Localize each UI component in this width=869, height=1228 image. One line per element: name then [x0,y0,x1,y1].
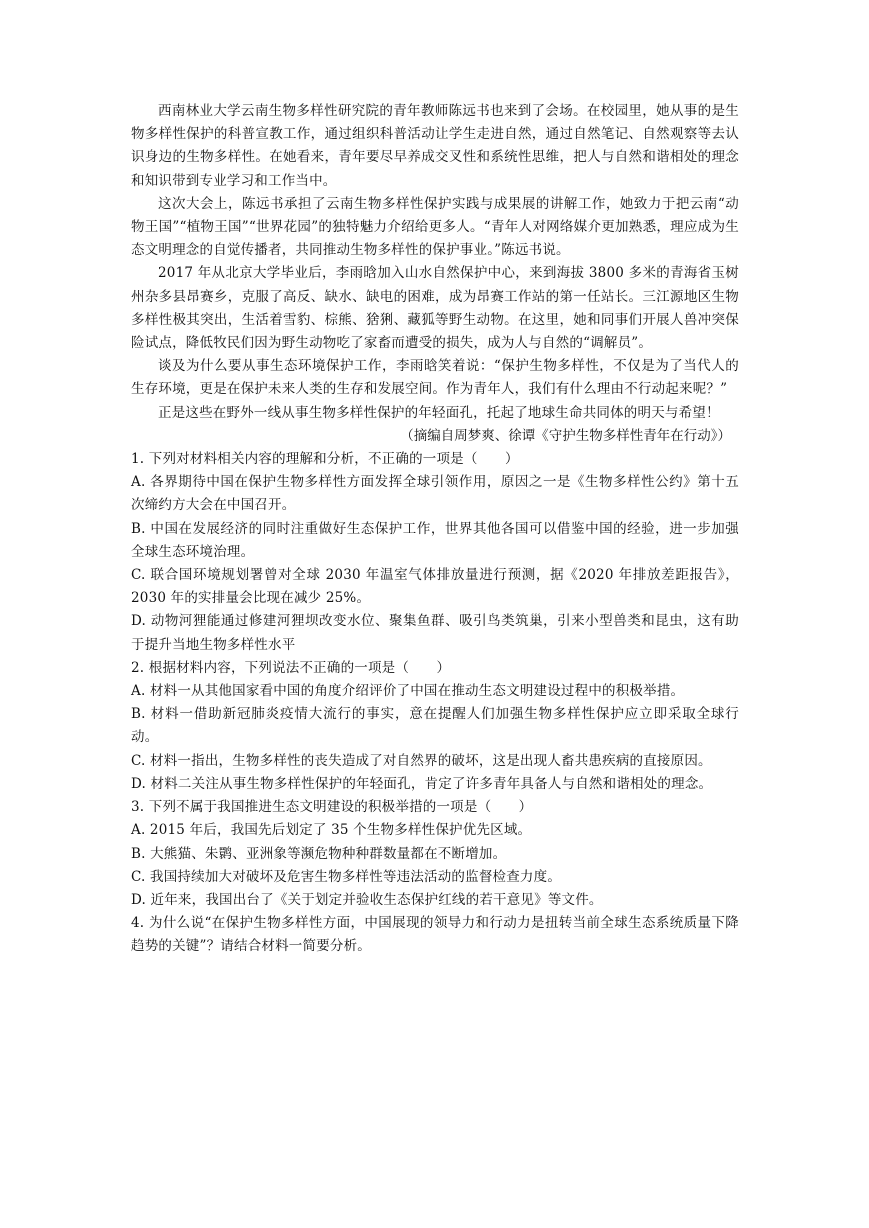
question-1 [131,448,739,657]
question-list [131,448,739,958]
reading-passage [131,100,739,448]
option-a: A. 2015 年后，我国先后划定了 35 个生物多样性保护优先区域。 [131,822,532,839]
passage-paragraph: 西南林业大学云南生物多样性研究院的青年教师陈远书也来到了会场。在校园里，她从事的是生物多样性保护的科普宣教工作，通过组织科普活动让学生走进自然，通过自然笔记、自然观察等去认识身边的生物多样性。在她看来，青年要尽早养成交叉性和系统性思维，把人与自然和谐相处的理念和知识带到专业学习和工作当中。 [131,103,739,189]
option-c: C. 我国持续加大对破坏及危害生物多样性等违法活动的监督检查力度。 [131,868,562,885]
question-3 [131,796,739,912]
question-2 [131,657,739,796]
passage-paragraph: 正是这些在野外一线从事生物多样性保护的年轻面孔，托起了地球生命共同体的明天与希望！ [158,404,720,421]
option-d: D. 动物河狸能通过修建河狸坝改变水位、聚集鱼群、吸引鸟类筑巢，引来小型兽类和昆虫，这有助于提升当地生物多样性水平 [131,613,739,653]
option-b: B. 大熊猫、朱鹮、亚洲象等濒危物种种群数量都在不断增加。 [131,845,507,862]
passage-paragraph: 谈及为什么要从事生态环境保护工作，李雨晗笑着说：“保护生物多样性，不仅是为了当代人的生存环境，更是在保护未来人类的生存和发展空间。作为青年人，我们有什么理由不行动起来呢？” [131,358,739,398]
option-c: C. 联合国环境规划署曾对全球 2030 年温室气体排放量进行预测，据《2020 年排放差距报告》，2030 年的实排量会比现在减少 25%。 [131,567,739,607]
question-4 [131,912,739,958]
passage-source: （摘编自周梦爽、徐谭《守护生物多样性青年在行动》） [400,427,731,444]
question-stem: 2. 根据材料内容，下列说法不正确的一项是（ ） [131,659,451,676]
option-d: D. 材料二关注从事生物多样性保护的年轻面孔，肯定了许多青年具备人与自然和谐相处的理念。 [131,775,713,792]
option-b: B. 中国在发展经济的同时注重做好生态保护工作，世界其他各国可以借鉴中国的经验，进一步加强全球生态环境治理。 [131,520,739,560]
passage-paragraph: 2017 年从北京大学毕业后，李雨晗加入山水自然保护中心，来到海拔 3800 多米的青海省玉树州杂多县昂赛乡，克服了高反、缺水、缺电的困难，成为昂赛工作站的第一任站长。三江源地区生物多样性极其突出，生活着雪豹、棕熊、猞猁、藏狐等野生动物。在这里，她和同事们开展人兽冲突保险试点，降低牧民们因为野生动物吃了家畜而遭受的损失，成为人与自然的“调解员”。 [131,265,739,352]
option-a: A. 材料一从其他国家看中国的角度介绍评价了中国在推动生态文明建设过程中的积极举措。 [131,683,685,700]
question-stem: 3. 下列不属于我国推进生态文明建设的积极举措的一项是（ ） [131,799,533,816]
option-c: C. 材料一指出，生物多样性的丧失造成了对自然界的破坏，这是出现人畜共患疾病的直接原因。 [131,752,712,769]
option-d: D. 近年来，我国出台了《关于划定并验收生态保护红线的若干意见》等文件。 [131,891,603,908]
option-b: B. 材料一借助新冠肺炎疫情大流行的事实，意在提醒人们加强生物多样性保护应立即采取全球行动。 [131,706,739,746]
option-a: A. 各界期待中国在保护生物多样性方面发挥全球引领作用，原因之一是《生物多样性公约》第十五次缔约方大会在中国召开。 [131,474,739,514]
exam-page [131,100,739,959]
passage-paragraph: 这次大会上，陈远书承担了云南生物多样性保护实践与成果展的讲解工作，她致力于把云南“动物王国”“植物王国”“世界花园”的独特魅力介绍给更多人。“青年人对网络媒介更加熟悉，理应成为生态文明理念的自觉传播者，共同推动生物多样性的保护事业。”陈远书说。 [131,195,739,259]
question-stem: 4. 为什么说“在保护生物多样性方面，中国展现的领导力和行动力是扭转当前全球生态系统质量下降趋势的关键”？请结合材料一简要分析。 [131,915,739,955]
question-stem: 1. 下列对材料相关内容的理解和分析，不正确的一项是（ ） [131,451,519,468]
